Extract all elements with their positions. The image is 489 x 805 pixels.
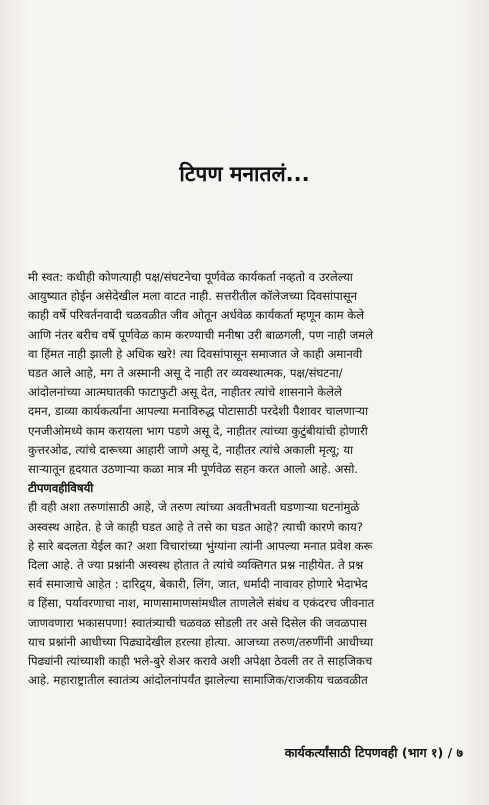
text-line: घडत आले आहे, मग ते अस्मानी असू दे नाही तर व्यवस्थात्मक, पक्ष/संघटना/ <box>28 366 343 381</box>
paragraph-intro <box>28 268 464 479</box>
text-line: काही वर्षे परिवर्तनवादी चळवळीत जीव ओतून अर्धवेळ कार्यकर्ता म्हणून काम केले <box>28 308 364 323</box>
text-line: व हिंसा, पर्यावरणाचा नाश, माणसामाणसांमधील ताणलेले संबंध व एकंदरच जीवनात <box>28 596 375 611</box>
text-line: आहे. महाराष्ट्रातील स्वातंत्र्य आंदोलनांपर्यंत झालेल्या सामाजिक/राजकीय चळवळीत <box>28 673 368 688</box>
text-line: आंदोलनांच्या आत्मघातकी फाटाफुटी असू देत, नाहीतर त्यांचे शासनाने केलेले <box>28 385 342 400</box>
text-line: मी स्वत: कधीही कोणत्याही पक्ष/संघटनेचा पूर्णवेळ कार्यकर्ता नव्हतो व उरलेल्या <box>28 270 353 284</box>
page-title: टिपण मनातलं... <box>179 162 310 186</box>
text-line: आयुष्यात होईन असेदेखील मला वाटत नाही. सत्तरीतील कॉलेजच्या दिवसांपासून <box>28 289 358 304</box>
text-line: दमन, डाव्या कार्यकर्त्यांना आपल्या मनाविरुद्ध पोटासाठी परदेशी पैशावर चालणाऱ्या <box>28 404 369 419</box>
text-line: आणि नंतर बरीच वर्षे पूर्णवेळ काम करण्याची मनीषा उरी बाळगली, पण नाही जमले <box>28 327 374 342</box>
text-line: हे सारे बदलता येईल का? अशा विचारांच्या भुंग्यांना त्यांनी आपल्या मनात प्रवेश करू <box>28 538 373 553</box>
text-line: जाणवणारा भकासपणा! स्वातंत्र्याची चळवळ सोडली तर असे दिसेल की जवळपास <box>28 615 367 630</box>
text-line: कुत्तरओढ, त्यांचे दारूच्या आहारी जाणे असू दे, नाहीतर त्यांचे अकाली मृत्यू; या <box>28 442 354 457</box>
text-line: पिढ्यांनी त्यांच्याशी काही भले-बुरे शेअर करावे अशी अपेक्षा ठेवली तर ते साहजिकच <box>28 654 373 669</box>
text-line: दिला आहे. ते ज्या प्रश्नांनी अस्वस्थ होतात ते त्यांचे व्यक्तिगत प्रश्न नाहीयेत. ते प्रश्न <box>28 558 364 573</box>
paragraph-about <box>28 498 464 690</box>
section-heading: टीपणवहीविषयी <box>28 481 94 496</box>
page-footer: कार्यकर्त्यांसाठी टिपणवही (भाग १) / ७ <box>284 745 463 760</box>
text-line: वा हिंमत नाही झाली हे अधिक खरे! त्या दिवसांपासून समाजात जे काही अमानवी <box>28 346 363 361</box>
text-line: ही वही अशा तरुणांसाठी आहे, जे तरुण त्यांच्या अवतीभवती घडणाऱ्या घटनांमुळे <box>28 500 360 515</box>
text-line: अस्वस्थ आहेत. हे जे काही घडत आहे ते तसे का घडत आहे? त्याची कारणे काय? <box>28 519 363 534</box>
body-text <box>28 268 464 690</box>
text-line: याच प्रश्नांनी आधीच्या पिढ्यादेखील हरल्या होत्या. आजच्या तरुण/तरुणींनी आधीच्या <box>28 634 374 649</box>
text-line: एनजीओमध्ये काम करायला भाग पडणे असू दे, नाहीतर त्यांच्या कुटुंबीयांची होणारी <box>28 423 368 438</box>
text-line: सर्व समाजाचे आहेत : दारिद्र्य, बेकारी, लिंग, जात, धर्मादी नावावर होणारे भेदाभेद <box>28 577 368 592</box>
text-line: साऱ्यातून हृदयात उठणाऱ्या कळा मात्र मी पूर्णवेळ सहन करत आलो आहे. असो. <box>28 462 359 477</box>
